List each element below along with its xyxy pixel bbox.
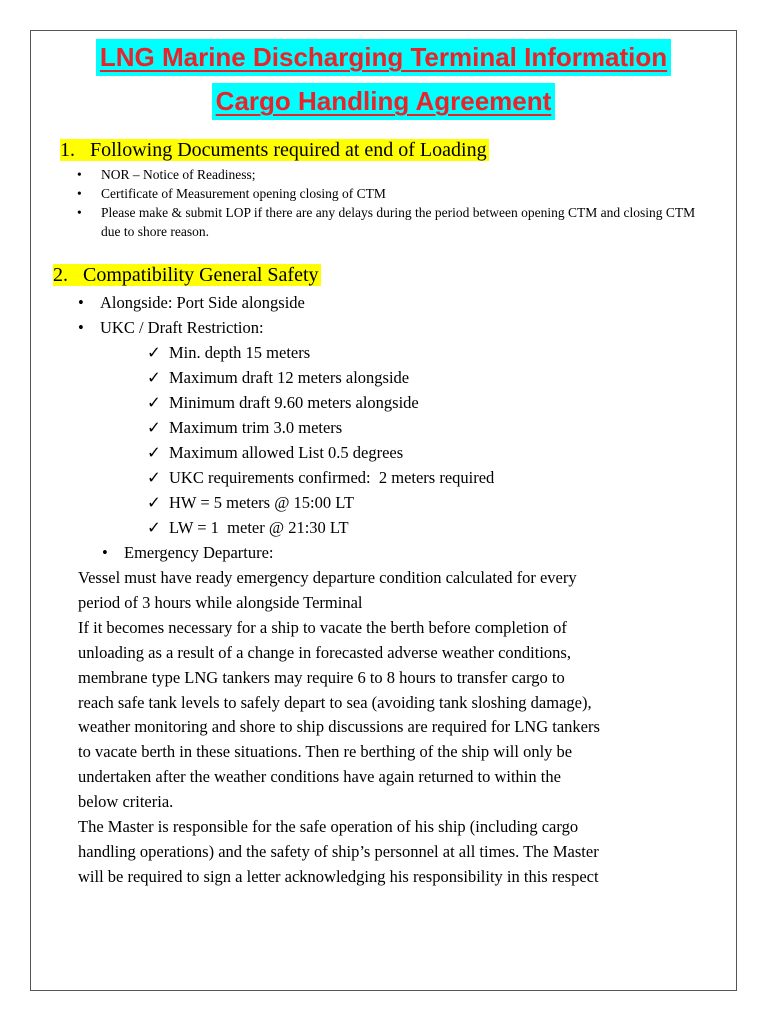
- emergency-paragraph: [78, 566, 738, 890]
- bullet-icon: •: [102, 543, 108, 562]
- alongside-item: [78, 290, 305, 315]
- check-icon: ✓: [147, 393, 161, 412]
- paragraph-line: period of 3 hours while alongside Terminal: [78, 592, 363, 612]
- checklist-item: ✓ Maximum draft 12 meters alongside: [147, 365, 494, 390]
- restrictions-checklist: [147, 340, 494, 540]
- check-icon: ✓: [147, 418, 161, 437]
- checklist-item: ✓ HW = 5 meters @ 15:00 LT: [147, 490, 494, 515]
- check-icon: ✓: [147, 518, 161, 537]
- paragraph-line: unloading as a result of a change in forecasted adverse weather conditions,: [78, 642, 571, 662]
- section-1-heading-text: 1. Following Documents required at end of Loading: [60, 139, 487, 161]
- checklist-item: ✓ LW = 1 meter @ 21:30 LT: [147, 515, 494, 540]
- document-title-line-2: Cargo Handling Agreement: [212, 83, 556, 120]
- emergency-label: Emergency Departure:: [124, 543, 274, 562]
- paragraph-line: below criteria.: [78, 792, 174, 812]
- paragraph-line: Vessel must have ready emergency departure condition calculated for every: [78, 568, 577, 587]
- paragraph-line: reach safe tank levels to safely depart to sea (avoiding tank sloshing damage),: [78, 692, 592, 712]
- checklist-item: ✓ Maximum trim 3.0 meters: [147, 415, 494, 440]
- list-item: • Certificate of Measurement opening closing of CTM: [77, 186, 386, 201]
- checklist-item: ✓ Maximum allowed List 0.5 degrees: [147, 440, 494, 465]
- document-title-line-1: LNG Marine Discharging Terminal Information: [96, 39, 671, 76]
- checklist-item: ✓ Min. depth 15 meters: [147, 340, 494, 365]
- documents-list: [71, 165, 711, 241]
- paragraph-line: handling operations) and the safety of ship’s personnel at all times. The Master: [78, 841, 599, 861]
- list-item: • NOR – Notice of Readiness;: [77, 167, 256, 182]
- paragraph-line: undertaken after the weather conditions have again returned to within the: [78, 767, 561, 787]
- ukc-label: UKC / Draft Restriction:: [100, 318, 264, 337]
- paragraph-line: to vacate berth in these situations. Then re berthing of the ship will only be: [78, 742, 573, 762]
- bullet-icon: •: [77, 167, 82, 182]
- alongside-text: Alongside: Port Side alongside: [100, 293, 305, 312]
- check-icon: ✓: [147, 468, 161, 487]
- bullet-icon: •: [77, 205, 82, 220]
- check-icon: ✓: [147, 368, 161, 387]
- check-icon: ✓: [147, 343, 161, 362]
- paragraph-line: will be required to sign a letter acknowledging his responsibility in this respect: [78, 866, 599, 886]
- checklist-item: ✓ UKC requirements confirmed: 2 meters required: [147, 465, 494, 490]
- list-item: • Please make & submit LOP if there are any delays during the period between opening CTM and closing CTM due to shore reason.: [77, 205, 696, 239]
- section-1-heading: [60, 138, 489, 162]
- paragraph-line: weather monitoring and shore to ship discussions are required for LNG tankers: [78, 717, 600, 737]
- checklist-item: ✓ Minimum draft 9.60 meters alongside: [147, 390, 494, 415]
- emergency-item: [102, 540, 274, 565]
- bullet-icon: •: [77, 186, 82, 201]
- paragraph-line: If it becomes necessary for a ship to vacate the berth before completion of: [78, 617, 567, 637]
- title-line-2-wrap: [31, 83, 736, 120]
- title-line-1-wrap: [31, 39, 736, 76]
- check-icon: ✓: [147, 493, 161, 512]
- section-2-heading-text: 2. Compatibility General Safety: [53, 264, 319, 286]
- paragraph-line: The Master is responsible for the safe operation of his ship (including cargo: [78, 817, 579, 837]
- bullet-icon: •: [78, 318, 84, 337]
- check-icon: ✓: [147, 443, 161, 462]
- ukc-item: [78, 315, 264, 340]
- section-2-heading: [53, 263, 321, 287]
- paragraph-line: membrane type LNG tankers may require 6 to 8 hours to transfer cargo to: [78, 667, 565, 687]
- document-page: [30, 30, 737, 991]
- bullet-icon: •: [78, 293, 84, 312]
